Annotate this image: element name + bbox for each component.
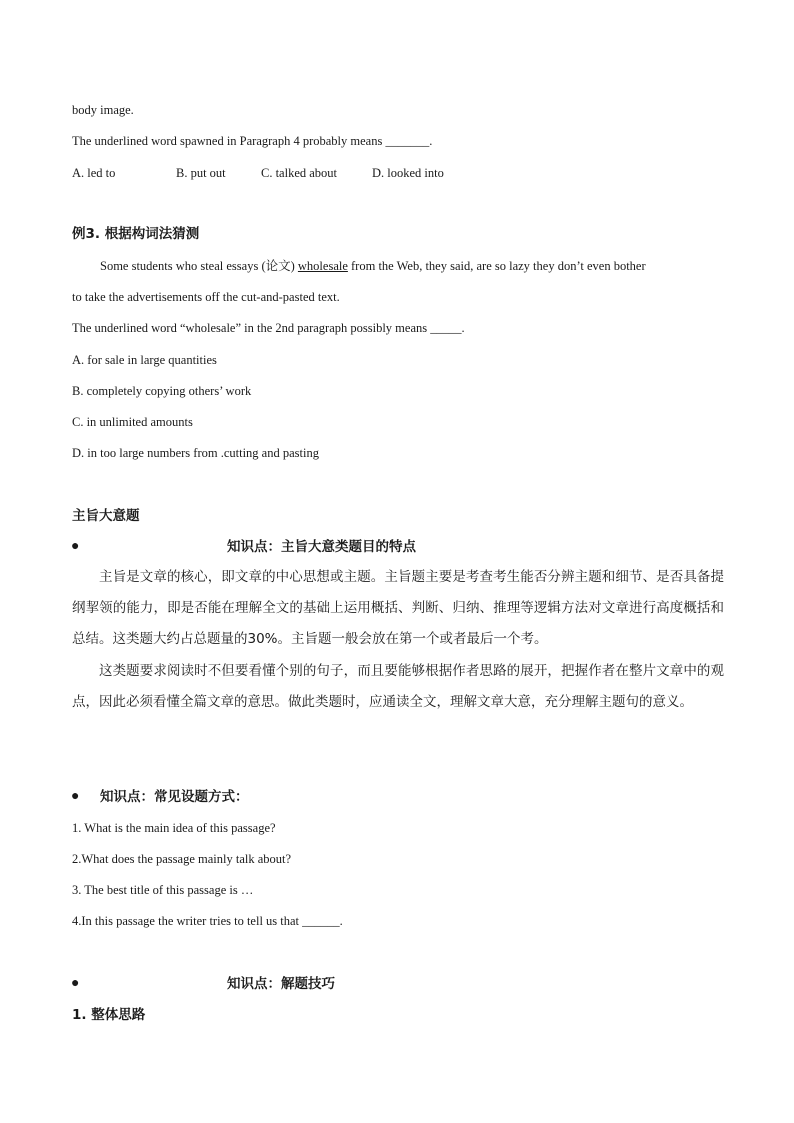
- list-item: 4.In this passage the writer tries to tell us that ______.: [72, 914, 343, 928]
- passage-text-after: from the Web, they said, are so lazy they don’t even bother: [347, 259, 646, 273]
- subheading-overall-approach: 1. 整体思路: [72, 1007, 146, 1023]
- example3-heading: 例3. 根据构词法猜测: [72, 226, 200, 242]
- point1-paragraph1: 主旨是文章的核心，即文章的中心思想或主题。主旨题主要是考查考生能否分辨主题和细节、是否具备提纲挈领的能力，即是否能在理解全文的基础上运用概括、判断、归纳、推理等逻辑方法对文章进行高度概括和总结。这类题大约占总题量的30%。主旨题一般会放在第一个或者最后一个考。: [72, 569, 724, 647]
- point1-paragraph2: 这类题要求阅读时不但要看懂个别的句子，而且要能够根据作者思路的展开，把握作者在整片文章中的观点，因此必须看懂全篇文章的意思。做此类题时，应通读全文，理解文章大意，充分理解主题句的意义。: [72, 663, 724, 710]
- list-item: 3. The best title of this passage is …: [72, 883, 254, 897]
- example3-passage-line2: to take the advertisements off the cut-and-pasted text.: [72, 290, 340, 304]
- example2-option-c: C. talked about: [261, 166, 338, 180]
- point3-label: 知识点：解题技巧: [227, 976, 335, 992]
- underlined-word: wholesale: [297, 259, 348, 273]
- example2-option-a: A. led to: [72, 166, 116, 180]
- example2-question: The underlined word spawned in Paragraph 4 probably means _______.: [72, 134, 433, 148]
- example3-option-a: A. for sale in large quantities: [72, 353, 217, 367]
- example3-option-d: D. in too large numbers from .cutting and pasting: [72, 446, 319, 460]
- point1-label: 知识点：主旨大意类题目的特点: [227, 539, 416, 555]
- example3-option-b: B. completely copying others’ work: [72, 384, 252, 398]
- section-title: 主旨大意题: [72, 508, 140, 524]
- example3-passage-line1: [100, 258, 646, 274]
- bullet-icon: ●: [71, 789, 80, 804]
- example2-option-b: B. put out: [176, 166, 226, 180]
- bullet-icon: ●: [71, 539, 80, 554]
- passage-text-before: Some students who steal essays (论文): [100, 259, 298, 273]
- point2-label: 知识点：常见设题方式：: [100, 789, 249, 805]
- example2-option-d: D. looked into: [372, 166, 444, 180]
- example2-tail: body image.: [72, 103, 134, 117]
- example3-option-c: C. in unlimited amounts: [72, 415, 193, 429]
- example3-question: The underlined word “wholesale” in the 2nd paragraph possibly means _____.: [72, 321, 465, 335]
- list-item: 2.What does the passage mainly talk about?: [72, 852, 292, 866]
- bullet-icon: ●: [71, 976, 80, 991]
- list-item: 1. What is the main idea of this passage?: [72, 821, 276, 835]
